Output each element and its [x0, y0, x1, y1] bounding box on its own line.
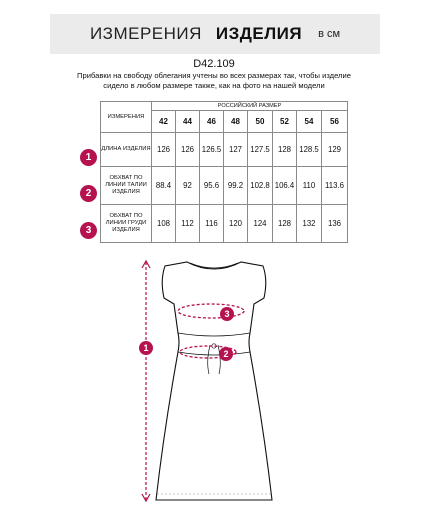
waist-seam-lower	[178, 352, 250, 355]
dress-outline	[156, 262, 272, 500]
row-number-badge-1: 1	[80, 149, 97, 166]
size-cell: 48	[224, 111, 248, 133]
value-cell: 126	[176, 133, 200, 167]
waist-seam	[178, 333, 250, 336]
neckline	[190, 263, 238, 268]
value-cell: 132	[297, 205, 322, 243]
value-cell: 126	[152, 133, 176, 167]
row-number-badge-2: 2	[80, 185, 97, 202]
row-number-badge-3: 3	[80, 222, 97, 239]
value-cell: 108	[152, 205, 176, 243]
value-cell: 128	[273, 133, 297, 167]
size-cell: 46	[200, 111, 224, 133]
drawstring	[208, 345, 221, 374]
size-cell: 50	[248, 111, 273, 133]
value-cell: 128	[273, 205, 297, 243]
value-cell: 102.8	[248, 167, 273, 205]
value-cell: 136	[322, 205, 348, 243]
value-cell: 129	[322, 133, 348, 167]
size-cell: 44	[176, 111, 200, 133]
value-cell: 99.2	[224, 167, 248, 205]
corner-label: ИЗМЕРЕНИЯ	[101, 102, 152, 133]
value-cell: 128.5	[297, 133, 322, 167]
value-cell: 106.4	[273, 167, 297, 205]
fit-note: Прибавки на свободу облегания учтены во всех размерах так, чтобы изделие сидело в любом размере также, как на фото на нашей модели	[77, 71, 351, 90]
size-cell: 52	[273, 111, 297, 133]
article-code: D42.109	[193, 58, 235, 70]
chest-measure-line	[178, 304, 244, 318]
size-cell: 56	[322, 111, 348, 133]
header-unit: в см	[318, 28, 341, 40]
header-word-measurements: ИЗМЕРЕНИЯ	[89, 24, 202, 43]
row-label: ДЛИНА ИЗДЕЛИЯ	[101, 133, 152, 167]
value-cell: 112	[176, 205, 200, 243]
row-label: ОБХВАТ ПО ЛИНИИ ТАЛИИ ИЗДЕЛИЯ	[101, 167, 152, 205]
header-word-garment: ИЗДЕЛИЯ	[215, 24, 303, 43]
size-cell: 42	[152, 111, 176, 133]
diagram-badge-chest: 3	[220, 307, 234, 321]
size-cell: 54	[297, 111, 322, 133]
value-cell: 110	[297, 167, 322, 205]
size-group-label: РОССИЙСКИЙ РАЗМЕР	[152, 102, 348, 111]
value-cell: 88.4	[152, 167, 176, 205]
diagram-badge-length: 1	[139, 341, 153, 355]
value-cell: 113.6	[322, 167, 348, 205]
value-cell: 124	[248, 205, 273, 243]
value-cell: 95.6	[200, 167, 224, 205]
row-label: ОБХВАТ ПО ЛИНИИ ГРУДИ ИЗДЕЛИЯ	[101, 205, 152, 243]
value-cell: 120	[224, 205, 248, 243]
value-cell: 92	[176, 167, 200, 205]
value-cell: 116	[200, 205, 224, 243]
value-cell: 127.5	[248, 133, 273, 167]
value-cell: 126.5	[200, 133, 224, 167]
value-cell: 127	[224, 133, 248, 167]
diagram-badge-waist: 2	[219, 347, 233, 361]
